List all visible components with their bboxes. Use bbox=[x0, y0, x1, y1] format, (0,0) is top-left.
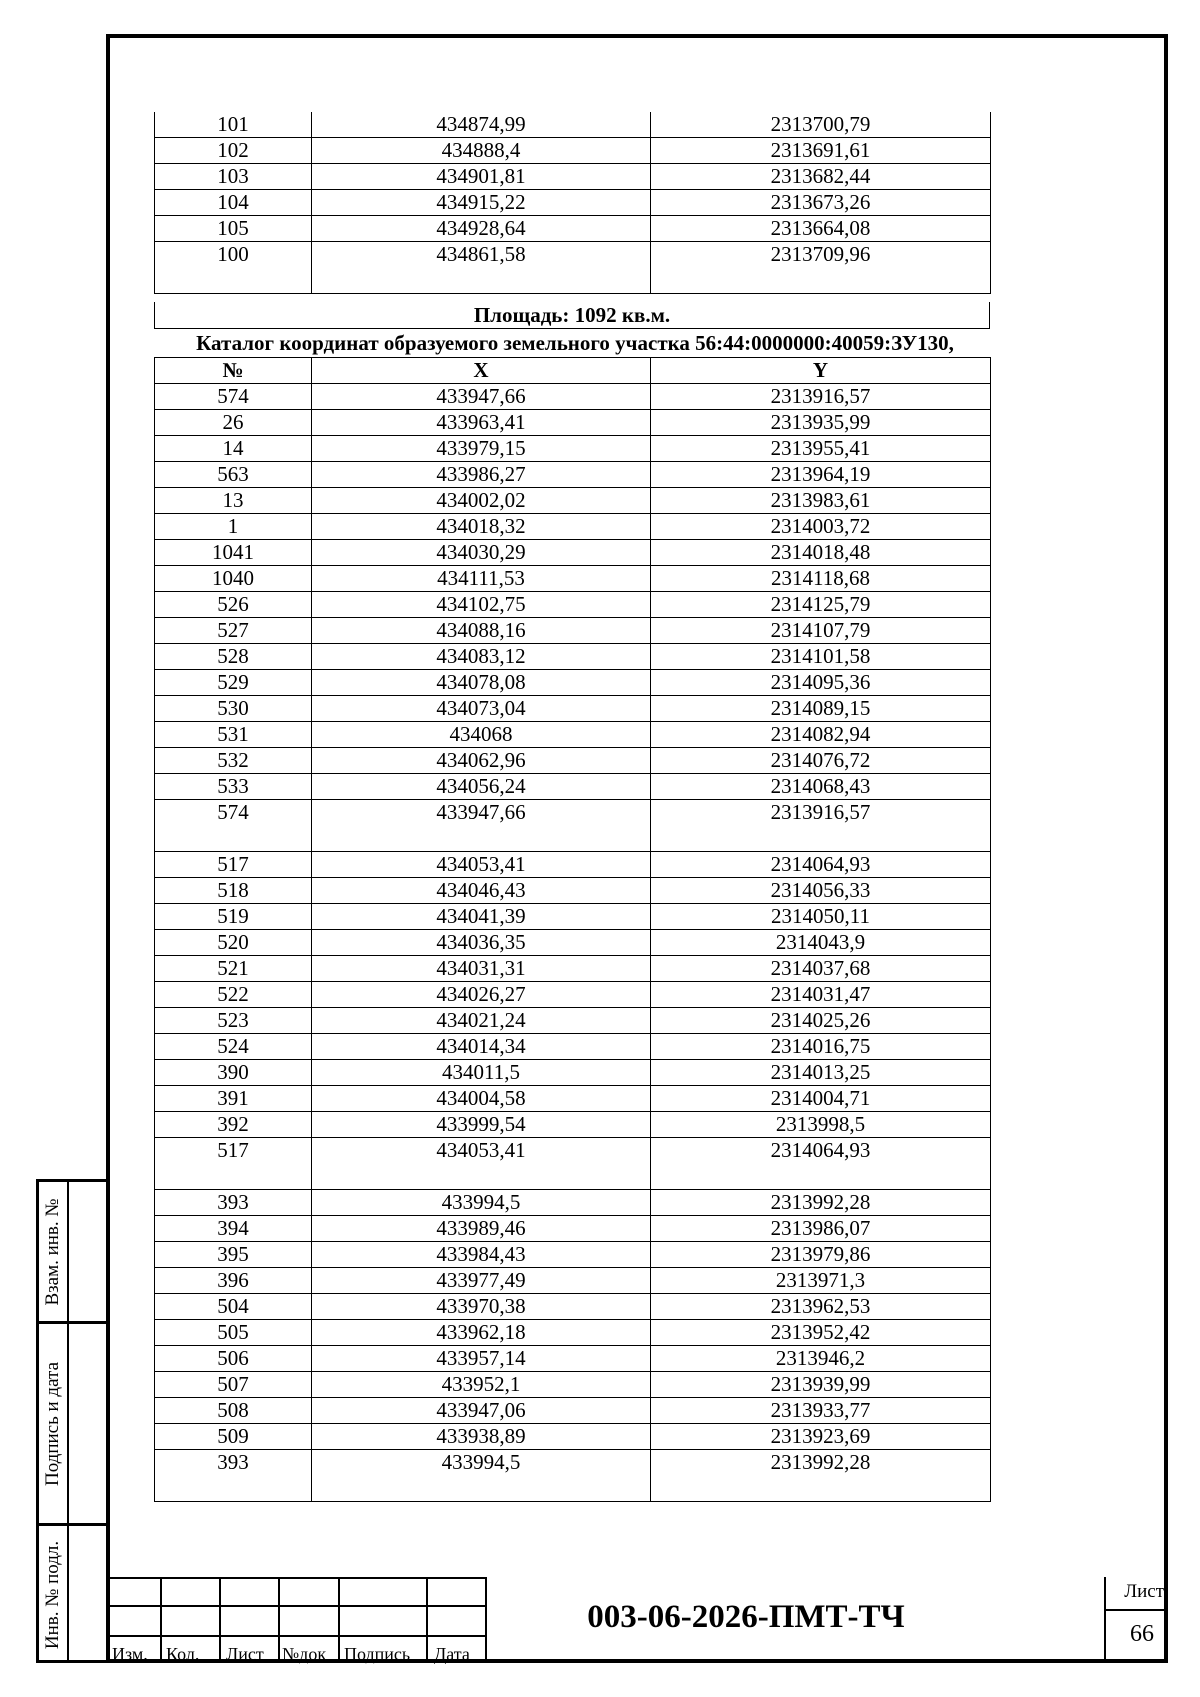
table-row bbox=[155, 1138, 991, 1190]
cell-number: 1 bbox=[155, 514, 312, 540]
cell-y: 2313916,57 bbox=[651, 800, 991, 852]
cell-y: 2314064,93 bbox=[651, 852, 991, 878]
cell-number: 518 bbox=[155, 878, 312, 904]
table-row bbox=[155, 1294, 991, 1320]
cell-x: 433962,18 bbox=[312, 1320, 651, 1346]
table-row bbox=[155, 904, 991, 930]
cell-number: 519 bbox=[155, 904, 312, 930]
cell-y: 2313992,28 bbox=[651, 1190, 991, 1216]
table-row bbox=[155, 592, 991, 618]
table-row bbox=[155, 878, 991, 904]
cell-y: 2313971,3 bbox=[651, 1268, 991, 1294]
stamp-line bbox=[1104, 1577, 1106, 1663]
table-row bbox=[155, 1060, 991, 1086]
side-label-cell bbox=[39, 1526, 69, 1663]
cell-y: 2314003,72 bbox=[651, 514, 991, 540]
table-row bbox=[155, 1372, 991, 1398]
table-row bbox=[155, 566, 991, 592]
stamp-line bbox=[426, 1577, 428, 1663]
table-row bbox=[155, 1008, 991, 1034]
table-header-row bbox=[155, 358, 991, 384]
stamp-line bbox=[1104, 1609, 1168, 1611]
cell-number: 1040 bbox=[155, 566, 312, 592]
cell-number: 396 bbox=[155, 1268, 312, 1294]
cell-x: 434111,53 bbox=[312, 566, 651, 592]
cell-number: 508 bbox=[155, 1398, 312, 1424]
table-row bbox=[155, 1398, 991, 1424]
cell-y: 2314125,79 bbox=[651, 592, 991, 618]
cell-x: 434062,96 bbox=[312, 748, 651, 774]
cell-number: 524 bbox=[155, 1034, 312, 1060]
cell-y: 2313933,77 bbox=[651, 1398, 991, 1424]
table-row bbox=[155, 852, 991, 878]
cell-number: 509 bbox=[155, 1424, 312, 1450]
table-row bbox=[155, 410, 991, 436]
cell-y: 2314031,47 bbox=[651, 982, 991, 1008]
cell-x: 434002,02 bbox=[312, 488, 651, 514]
cell-y: 2313700,79 bbox=[651, 112, 991, 138]
cell-y: 2313998,5 bbox=[651, 1112, 991, 1138]
cell-number: 574 bbox=[155, 384, 312, 410]
cell-y: 2314076,72 bbox=[651, 748, 991, 774]
cell-number: 395 bbox=[155, 1242, 312, 1268]
sheet-number: 66 bbox=[1130, 1621, 1154, 1647]
table-row bbox=[155, 1346, 991, 1372]
cell-number: 507 bbox=[155, 1372, 312, 1398]
cell-number: 392 bbox=[155, 1112, 312, 1138]
cell-x: 433952,1 bbox=[312, 1372, 651, 1398]
stamp-line bbox=[160, 1577, 162, 1663]
side-label-replacement-inv: Взам. инв. № bbox=[42, 1197, 63, 1306]
area-label: Площадь: 1092 кв.м. bbox=[154, 302, 990, 329]
cell-number: 390 bbox=[155, 1060, 312, 1086]
cell-y: 2313673,26 bbox=[651, 190, 991, 216]
cell-x: 434021,24 bbox=[312, 1008, 651, 1034]
table-body bbox=[155, 358, 991, 1502]
cell-x: 433957,14 bbox=[312, 1346, 651, 1372]
stamp-line bbox=[106, 1577, 486, 1579]
cell-y: 2313964,19 bbox=[651, 462, 991, 488]
cell-y: 2314016,75 bbox=[651, 1034, 991, 1060]
table-row bbox=[155, 1190, 991, 1216]
cell-x: 434041,39 bbox=[312, 904, 651, 930]
stamp-col-docnum: №док bbox=[282, 1644, 327, 1664]
cell-number: 393 bbox=[155, 1190, 312, 1216]
stamp-col-count: Кол. bbox=[166, 1644, 200, 1664]
cell-y: 2314082,94 bbox=[651, 722, 991, 748]
cell-x: 434928,64 bbox=[312, 216, 651, 242]
cell-x: 434102,75 bbox=[312, 592, 651, 618]
document-number: 003-06-2026-ПМТ-ТЧ bbox=[587, 1599, 905, 1635]
cell-number: 521 bbox=[155, 956, 312, 982]
table-row bbox=[155, 436, 991, 462]
cell-y: 2313955,41 bbox=[651, 436, 991, 462]
stamp-col-signature: Подпись bbox=[344, 1644, 411, 1664]
cell-y: 2314018,48 bbox=[651, 540, 991, 566]
cell-y: 2313935,99 bbox=[651, 410, 991, 436]
cell-x: 433994,5 bbox=[312, 1450, 651, 1502]
cell-number: 505 bbox=[155, 1320, 312, 1346]
table-row bbox=[155, 164, 991, 190]
cell-x: 434915,22 bbox=[312, 190, 651, 216]
cell-y: 2314013,25 bbox=[651, 1060, 991, 1086]
cell-x: 433947,06 bbox=[312, 1398, 651, 1424]
table-row bbox=[155, 982, 991, 1008]
cell-x: 434053,41 bbox=[312, 1138, 651, 1190]
coordinates-table-previous bbox=[154, 112, 991, 294]
cell-y: 2314037,68 bbox=[651, 956, 991, 982]
cell-number: 522 bbox=[155, 982, 312, 1008]
table-row bbox=[155, 644, 991, 670]
cell-y: 2313664,08 bbox=[651, 216, 991, 242]
table-row bbox=[155, 216, 991, 242]
stamp-line bbox=[338, 1577, 340, 1663]
cell-number: 517 bbox=[155, 1138, 312, 1190]
cell-number: 574 bbox=[155, 800, 312, 852]
cell-number: 533 bbox=[155, 774, 312, 800]
stamp-col-change: Изм. bbox=[112, 1644, 148, 1664]
table-row bbox=[155, 1112, 991, 1138]
table-row bbox=[155, 748, 991, 774]
cell-x: 434018,32 bbox=[312, 514, 651, 540]
cell-number: 504 bbox=[155, 1294, 312, 1320]
cell-number: 530 bbox=[155, 696, 312, 722]
side-cell-original-inv bbox=[39, 1526, 106, 1663]
cell-y: 2313709,96 bbox=[651, 242, 991, 294]
cell-x: 434036,35 bbox=[312, 930, 651, 956]
header-x: X bbox=[312, 358, 651, 384]
cell-number: 26 bbox=[155, 410, 312, 436]
table-row bbox=[155, 540, 991, 566]
cell-y: 2313691,61 bbox=[651, 138, 991, 164]
cell-number: 520 bbox=[155, 930, 312, 956]
table-row bbox=[155, 800, 991, 852]
table-row bbox=[155, 1450, 991, 1502]
coordinates-table bbox=[154, 357, 991, 1502]
table-row bbox=[155, 1242, 991, 1268]
cell-y: 2314025,26 bbox=[651, 1008, 991, 1034]
table-row bbox=[155, 774, 991, 800]
header-y: Y bbox=[651, 358, 991, 384]
cell-y: 2314068,43 bbox=[651, 774, 991, 800]
side-cell-replacement-inv bbox=[39, 1182, 106, 1324]
cell-number: 517 bbox=[155, 852, 312, 878]
cell-number: 1041 bbox=[155, 540, 312, 566]
table-row bbox=[155, 462, 991, 488]
cell-x: 433938,89 bbox=[312, 1424, 651, 1450]
cell-y: 2314089,15 bbox=[651, 696, 991, 722]
cell-x: 433947,66 bbox=[312, 384, 651, 410]
cell-y: 2314043,9 bbox=[651, 930, 991, 956]
cell-number: 102 bbox=[155, 138, 312, 164]
cell-number: 394 bbox=[155, 1216, 312, 1242]
cell-x: 434078,08 bbox=[312, 670, 651, 696]
table-row bbox=[155, 190, 991, 216]
table-row bbox=[155, 488, 991, 514]
cell-x: 434888,4 bbox=[312, 138, 651, 164]
side-label-original-inv: Инв. № подл. bbox=[42, 1540, 63, 1649]
cell-x: 434901,81 bbox=[312, 164, 651, 190]
cell-x: 434068 bbox=[312, 722, 651, 748]
cell-x: 434026,27 bbox=[312, 982, 651, 1008]
cell-y: 2313946,2 bbox=[651, 1346, 991, 1372]
cell-number: 531 bbox=[155, 722, 312, 748]
cell-x: 433984,43 bbox=[312, 1242, 651, 1268]
cell-x: 433979,15 bbox=[312, 436, 651, 462]
header-number: № bbox=[155, 358, 312, 384]
cell-x: 433986,27 bbox=[312, 462, 651, 488]
cell-y: 2313916,57 bbox=[651, 384, 991, 410]
catalog-title: Каталог координат образуемого земельного участка 56:44:0000000:40059:ЗУ130, bbox=[196, 331, 954, 355]
cell-x: 434004,58 bbox=[312, 1086, 651, 1112]
cell-number: 523 bbox=[155, 1008, 312, 1034]
stamp-line bbox=[106, 1635, 486, 1637]
stamp-line bbox=[219, 1577, 221, 1663]
cell-x: 433947,66 bbox=[312, 800, 651, 852]
cell-number: 526 bbox=[155, 592, 312, 618]
cell-y: 2314118,68 bbox=[651, 566, 991, 592]
table-row bbox=[155, 722, 991, 748]
table-row bbox=[155, 1216, 991, 1242]
cell-x: 434874,99 bbox=[312, 112, 651, 138]
cell-number: 532 bbox=[155, 748, 312, 774]
cell-y: 2314064,93 bbox=[651, 1138, 991, 1190]
cell-x: 433994,5 bbox=[312, 1190, 651, 1216]
table-row bbox=[155, 138, 991, 164]
cell-number: 563 bbox=[155, 462, 312, 488]
cell-number: 104 bbox=[155, 190, 312, 216]
cell-number: 529 bbox=[155, 670, 312, 696]
table-row bbox=[155, 670, 991, 696]
cell-y: 2314095,36 bbox=[651, 670, 991, 696]
cell-x: 433977,49 bbox=[312, 1268, 651, 1294]
cell-y: 2314050,11 bbox=[651, 904, 991, 930]
table-row bbox=[155, 956, 991, 982]
cell-x: 433989,46 bbox=[312, 1216, 651, 1242]
cell-number: 506 bbox=[155, 1346, 312, 1372]
table-row bbox=[155, 1034, 991, 1060]
cell-y: 2313962,53 bbox=[651, 1294, 991, 1320]
table-row bbox=[155, 514, 991, 540]
cell-y: 2314004,71 bbox=[651, 1086, 991, 1112]
cell-y: 2314107,79 bbox=[651, 618, 991, 644]
side-label-signature-date: Подпись и дата bbox=[42, 1361, 63, 1486]
cell-number: 393 bbox=[155, 1450, 312, 1502]
table-row bbox=[155, 1268, 991, 1294]
table-row bbox=[155, 112, 991, 138]
cell-y: 2314056,33 bbox=[651, 878, 991, 904]
cell-x: 434053,41 bbox=[312, 852, 651, 878]
table-row bbox=[155, 242, 991, 294]
table-row bbox=[155, 696, 991, 722]
cell-y: 2313952,42 bbox=[651, 1320, 991, 1346]
cell-x: 434083,12 bbox=[312, 644, 651, 670]
cell-number: 105 bbox=[155, 216, 312, 242]
stamp-col-sheet: Лист bbox=[226, 1644, 264, 1664]
cell-y: 2314101,58 bbox=[651, 644, 991, 670]
stamp-line bbox=[106, 1605, 486, 1607]
cell-y: 2313923,69 bbox=[651, 1424, 991, 1450]
title-block bbox=[106, 1577, 1168, 1663]
cell-x: 434046,43 bbox=[312, 878, 651, 904]
cell-y: 2313682,44 bbox=[651, 164, 991, 190]
stamp-line bbox=[278, 1577, 280, 1663]
stamp-col-date: Дата bbox=[434, 1644, 470, 1664]
cell-x: 434011,5 bbox=[312, 1060, 651, 1086]
cell-y: 2313979,86 bbox=[651, 1242, 991, 1268]
cell-number: 103 bbox=[155, 164, 312, 190]
cell-x: 434030,29 bbox=[312, 540, 651, 566]
cell-number: 14 bbox=[155, 436, 312, 462]
cell-x: 433970,38 bbox=[312, 1294, 651, 1320]
cell-x: 434073,04 bbox=[312, 696, 651, 722]
cell-y: 2313983,61 bbox=[651, 488, 991, 514]
cell-x: 433963,41 bbox=[312, 410, 651, 436]
side-label-cell bbox=[39, 1182, 69, 1321]
table-row bbox=[155, 1086, 991, 1112]
cell-x: 434861,58 bbox=[312, 242, 651, 294]
sheet-label: Лист bbox=[1124, 1581, 1164, 1602]
table-row bbox=[155, 1424, 991, 1450]
cell-number: 13 bbox=[155, 488, 312, 514]
side-label-cell bbox=[39, 1324, 69, 1523]
cell-x: 433999,54 bbox=[312, 1112, 651, 1138]
table-body bbox=[155, 112, 991, 294]
table-row bbox=[155, 618, 991, 644]
cell-number: 100 bbox=[155, 242, 312, 294]
cell-x: 434088,16 bbox=[312, 618, 651, 644]
cell-y: 2313939,99 bbox=[651, 1372, 991, 1398]
cell-y: 2313992,28 bbox=[651, 1450, 991, 1502]
side-stamp bbox=[36, 1179, 106, 1663]
cell-number: 528 bbox=[155, 644, 312, 670]
table-row bbox=[155, 384, 991, 410]
table-row bbox=[155, 1320, 991, 1346]
cell-x: 434056,24 bbox=[312, 774, 651, 800]
side-cell-signature-date bbox=[39, 1324, 106, 1526]
cell-x: 434031,31 bbox=[312, 956, 651, 982]
cell-y: 2313986,07 bbox=[651, 1216, 991, 1242]
cell-number: 101 bbox=[155, 112, 312, 138]
cell-x: 434014,34 bbox=[312, 1034, 651, 1060]
cell-number: 391 bbox=[155, 1086, 312, 1112]
table-row bbox=[155, 930, 991, 956]
cell-number: 527 bbox=[155, 618, 312, 644]
